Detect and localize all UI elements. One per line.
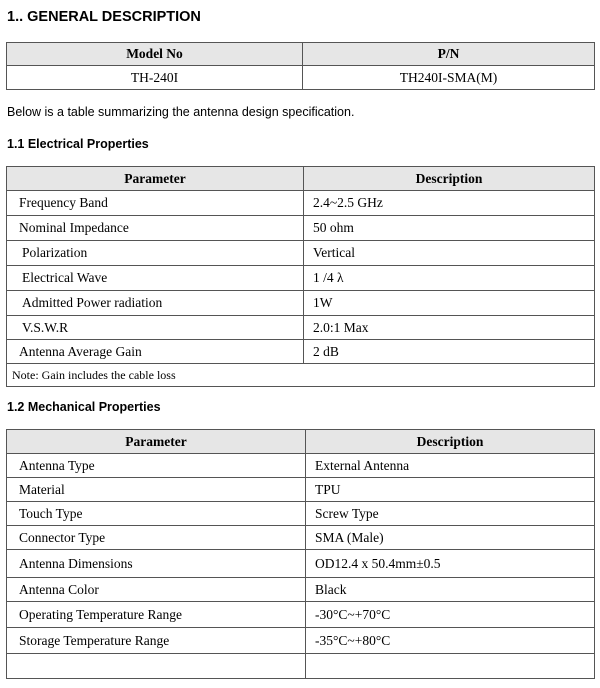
model-table-header-row (7, 43, 595, 66)
mechanical-header-row (7, 430, 595, 454)
parameter-cell: Operating Temperature Range (7, 602, 306, 628)
model-table-row (7, 66, 595, 90)
model-table (6, 42, 595, 90)
table-row (7, 578, 595, 602)
table-row (7, 550, 595, 578)
header-description: Description (306, 430, 595, 454)
table-row (7, 628, 595, 654)
description-cell: -35°C~+80°C (306, 628, 595, 654)
description-cell: 2 dB (304, 340, 595, 364)
electrical-properties-table (6, 166, 595, 387)
parameter-cell: Antenna Type (7, 454, 306, 478)
description-cell (306, 654, 595, 679)
description-cell: External Antenna (306, 454, 595, 478)
parameter-cell: Antenna Dimensions (7, 550, 306, 578)
parameter-cell: Polarization (7, 241, 304, 266)
table-row (7, 526, 595, 550)
parameter-cell: Electrical Wave (7, 266, 304, 291)
parameter-cell: Nominal Impedance (7, 216, 304, 241)
description-cell: Black (306, 578, 595, 602)
description-cell: SMA (Male) (306, 526, 595, 550)
header-model-no: Model No (7, 43, 303, 66)
table-row (7, 266, 595, 291)
empty-table-row (7, 654, 595, 679)
pn-value: TH240I-SMA(M) (303, 66, 595, 90)
table-row (7, 241, 595, 266)
description-cell: Vertical (304, 241, 595, 266)
header-parameter: Parameter (7, 167, 304, 191)
parameter-cell: Antenna Average Gain (7, 340, 304, 364)
description-cell: 1W (304, 291, 595, 316)
table-row (7, 602, 595, 628)
parameter-cell: Storage Temperature Range (7, 628, 306, 654)
model-no-value: TH-240I (7, 66, 303, 90)
section-heading-mechanical: 1.2 Mechanical Properties (7, 400, 161, 414)
description-cell: 2.4~2.5 GHz (304, 191, 595, 216)
parameter-cell (7, 654, 306, 679)
table-row (7, 340, 595, 364)
description-cell: -30°C~+70°C (306, 602, 595, 628)
parameter-cell: Material (7, 478, 306, 502)
table-row (7, 291, 595, 316)
header-description: Description (304, 167, 595, 191)
header-parameter: Parameter (7, 430, 306, 454)
intro-text: Below is a table summarizing the antenna design specification. (7, 105, 355, 119)
description-cell: 50 ohm (304, 216, 595, 241)
table-row (7, 478, 595, 502)
description-cell: 2.0:1 Max (304, 316, 595, 340)
note-row (7, 364, 595, 387)
mechanical-properties-table (6, 429, 595, 679)
parameter-cell: Frequency Band (7, 191, 304, 216)
parameter-cell: V.S.W.R (7, 316, 304, 340)
header-pn: P/N (303, 43, 595, 66)
electrical-header-row (7, 167, 595, 191)
description-cell: Screw Type (306, 502, 595, 526)
section-heading-general-description: 1.. GENERAL DESCRIPTION (7, 9, 201, 25)
parameter-cell: Touch Type (7, 502, 306, 526)
gain-note: Note: Gain includes the cable loss (7, 364, 595, 387)
description-cell: 1 /4 λ (304, 266, 595, 291)
description-cell: OD12.4 x 50.4mm±0.5 (306, 550, 595, 578)
section-heading-electrical: 1.1 Electrical Properties (7, 137, 149, 151)
table-row (7, 191, 595, 216)
description-cell: TPU (306, 478, 595, 502)
parameter-cell: Connector Type (7, 526, 306, 550)
parameter-cell: Antenna Color (7, 578, 306, 602)
table-row (7, 502, 595, 526)
parameter-cell: Admitted Power radiation (7, 291, 304, 316)
table-row (7, 216, 595, 241)
table-row (7, 316, 595, 340)
table-row (7, 454, 595, 478)
